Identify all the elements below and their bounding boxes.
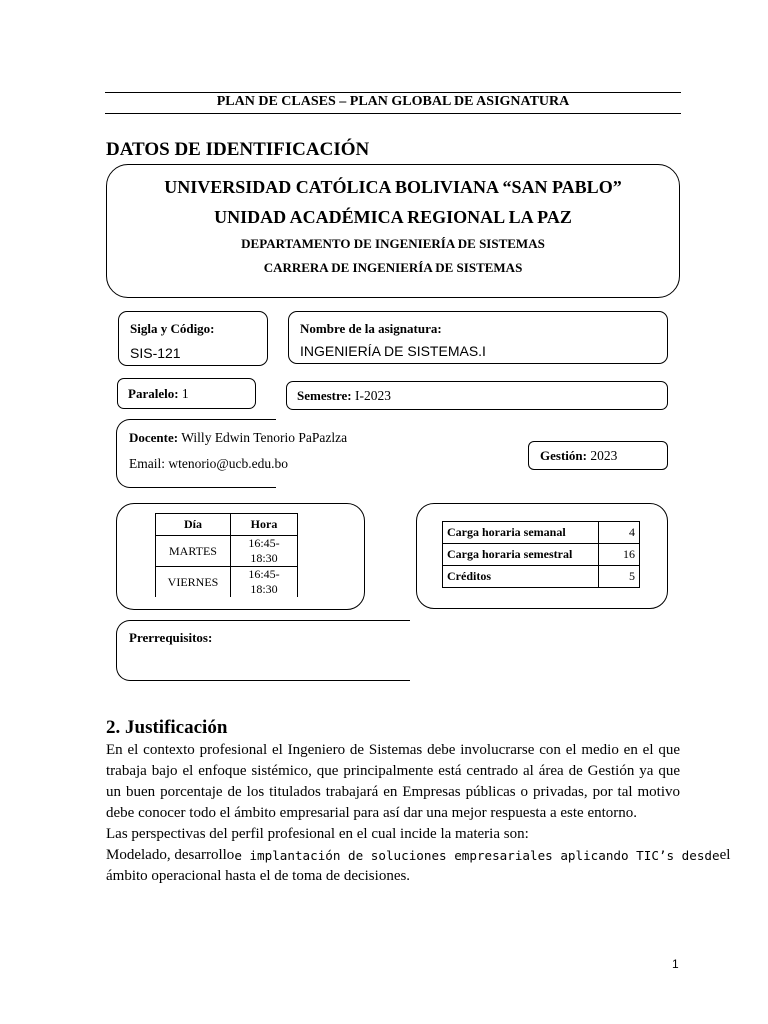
gestion-value: 2023	[590, 448, 618, 463]
justification-paragraph-3-line-2: ámbito operacional hasta el de toma de decisiones.	[106, 868, 411, 884]
schedule-day-cell: MARTES	[156, 536, 231, 567]
gestion-box	[528, 441, 668, 470]
schedule-header-day: Día	[156, 514, 231, 536]
workload-value-cell: 5	[599, 566, 640, 588]
paralelo-value: 1	[181, 386, 189, 401]
document-header-title: PLAN DE CLASES – PLAN GLOBAL DE ASIGNATURA	[216, 94, 570, 109]
paralelo-box	[117, 378, 256, 409]
header-bottom-rule	[105, 113, 681, 114]
workload-value-cell: 4	[599, 522, 640, 544]
docente-value: Willy Edwin Tenorio PaPazlza	[181, 430, 348, 445]
gestion-label: Gestión:	[540, 448, 587, 463]
schedule-header-time: Hora	[231, 514, 298, 536]
justification-paragraph-3	[106, 845, 731, 866]
semestre-line	[297, 388, 391, 404]
workload-label-cell: Créditos	[443, 566, 599, 588]
workload-label-cell: Carga horaria semestral	[443, 544, 599, 566]
paragraph-3-part-c: el	[719, 847, 731, 863]
paragraph-3-part-a: Modelado, desarrollo	[106, 847, 235, 863]
university-box	[106, 164, 680, 298]
course-code-label: Sigla y Código:	[130, 321, 215, 336]
prerrequisitos-label: Prerrequisitos:	[129, 630, 213, 645]
course-code-box	[118, 311, 268, 366]
justification-paragraph-2: Las perspectivas del perfil profesional en el cual incide la materia son:	[106, 826, 529, 842]
course-name-box	[288, 311, 668, 364]
paralelo-line	[128, 386, 189, 402]
workload-label-cell: Carga horaria semanal	[443, 522, 599, 544]
header-top-rule	[105, 92, 681, 93]
docente-email: Email: wtenorio@ucb.edu.bo	[129, 456, 289, 471]
course-name-value: INGENIERÍA DE SISTEMAS.I	[300, 343, 486, 359]
paragraph-3-part-b: e implantación de soluciones empresariales aplicando TIC’s desde	[234, 848, 720, 863]
semestre-box	[286, 381, 668, 410]
docente-label: Docente:	[129, 430, 179, 445]
schedule-time-cell: 16:45-18:30	[231, 536, 298, 567]
schedule-table	[155, 513, 298, 597]
justification-paragraph-1: En el contexto profesional el Ingeniero de Sistemas debe involucrarse con el medio en el que trabaja bajo el enfoque sistémico, que principalmente está centrado al área de Gestión ya que un buen porcentaje de los titulados trabajará en Empresas públicas o privadas, por tal motivo debe conocer todo el ámbito empresarial para así dar una mejor respuesta a este entorno.	[106, 742, 680, 821]
docente-line	[129, 430, 347, 446]
career-name: CARRERA DE INGENIERÍA DE SISTEMAS	[263, 260, 523, 275]
university-name: UNIVERSIDAD CATÓLICA BOLIVIANA “SAN PABLO”	[164, 177, 622, 197]
course-code-value: SIS-121	[130, 345, 181, 361]
section-title-identification: DATOS DE IDENTIFICACIÓN	[106, 139, 370, 160]
schedule-time-cell: 16:45-18:30	[231, 567, 298, 598]
semestre-label: Semestre:	[297, 388, 352, 403]
workload-value-cell: 16	[599, 544, 640, 566]
schedule-day-cell: VIERNES	[156, 567, 231, 598]
page-number: 1	[672, 957, 679, 971]
department-name: DEPARTAMENTO DE INGENIERÍA DE SISTEMAS	[241, 236, 545, 251]
course-name-label: Nombre de la asignatura:	[300, 321, 442, 336]
gestion-line	[540, 448, 617, 464]
academic-unit: UNIDAD ACADÉMICA REGIONAL LA PAZ	[214, 207, 572, 227]
section-title-justification: 2. Justificación	[106, 717, 228, 738]
workload-table	[442, 521, 640, 588]
semestre-value: I-2023	[355, 388, 391, 403]
paralelo-label: Paralelo:	[128, 386, 179, 401]
